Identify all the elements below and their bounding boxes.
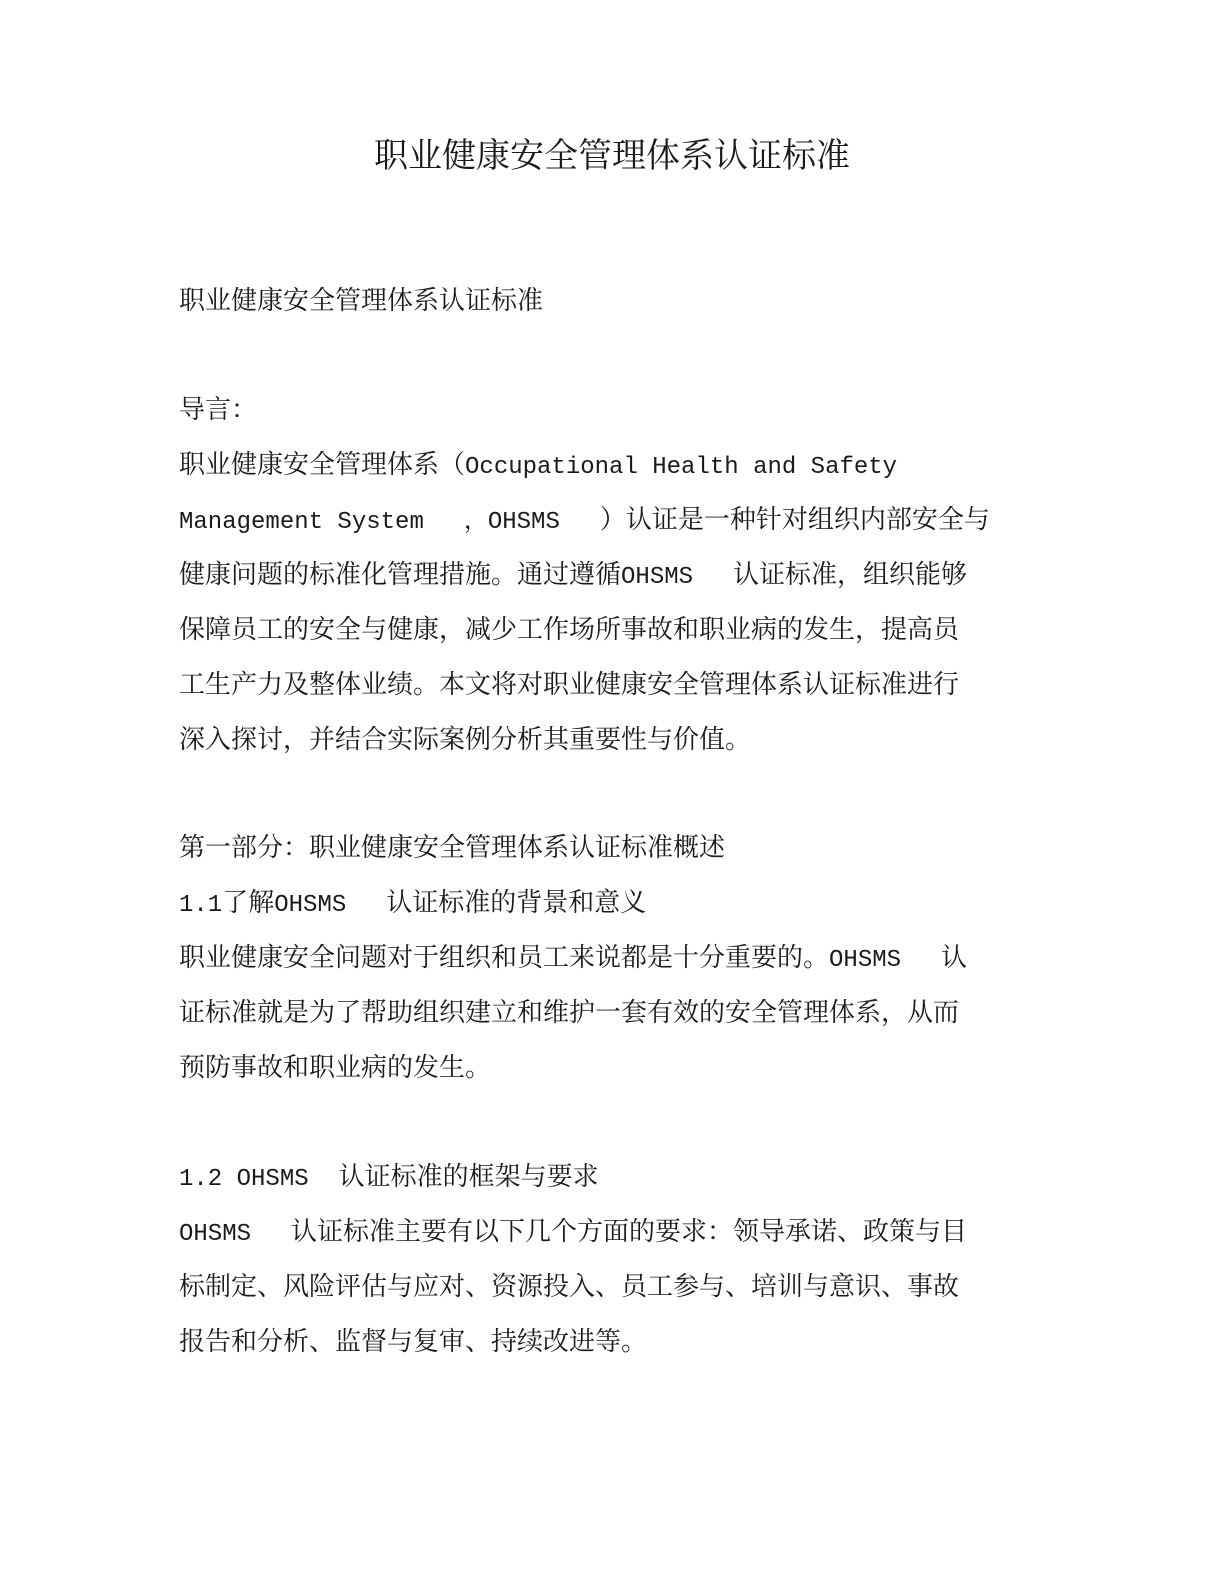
section-1-1-line-1 — [179, 931, 1029, 986]
intro-section — [179, 383, 1029, 768]
part1-section — [179, 821, 1029, 1096]
intro-line-4: 保障员工的安全与健康，减少工作场所事故和职业病的发生，提高员 — [179, 615, 960, 645]
subtitle-text: 职业健康安全管理体系认证标准 — [179, 286, 544, 316]
section-1-1-line-3: 预防事故和职业病的发生。 — [179, 1053, 492, 1083]
intro-line-1-text: 职业健康安全管理体系（ — [179, 450, 466, 480]
intro-line-1 — [179, 438, 1029, 493]
intro-line-3-text: 健康问题的标准化管理措施。通过遵循 — [179, 560, 622, 590]
section-1-2-title: 认证标准的框架与要求 — [338, 1162, 599, 1192]
document-title: 职业健康安全管理体系认证标准 — [374, 136, 850, 176]
section-1-1-code: OHSMS — [274, 892, 347, 919]
section-1-2-heading — [179, 1150, 1029, 1205]
intro-line-2-abbr: ，OHSMS — [463, 509, 560, 536]
section-1-1-line-1-text: 职业健康安全问题对于组织和员工来说都是十分重要的。 — [179, 943, 830, 973]
section-1-1-heading — [179, 876, 1029, 931]
intro-line-2-text: ）认证是一种针对组织内部安全与 — [599, 505, 990, 535]
intro-line-2 — [179, 493, 1029, 548]
section-1-1-line-1-rest: 认 — [941, 943, 968, 973]
section-1-2-line-1-text: 认证标准主要有以下几个方面的要求：领导承诺、政策与目 — [291, 1217, 968, 1247]
intro-line-6: 深入探讨，并结合实际案例分析其重要性与价值。 — [179, 725, 752, 755]
part1-heading: 第一部分：职业健康安全管理体系认证标准概述 — [179, 833, 726, 863]
section-1-2-line-3: 报告和分析、监督与复审、持续改进等。 — [179, 1327, 648, 1357]
section-1-2-line-1 — [179, 1205, 1029, 1260]
document-subtitle — [179, 274, 1029, 329]
section-1-2-line-1-abbr: OHSMS — [179, 1221, 252, 1248]
section-1-2-number: 1.2 OHSMS — [179, 1166, 309, 1193]
section-1-1-pre: 了解 — [222, 888, 275, 918]
section-1-1-number: 1.1 — [179, 892, 223, 919]
section-1-1-title: 认证标准的背景和意义 — [386, 888, 647, 918]
intro-heading: 导言： — [179, 395, 258, 425]
intro-line-3 — [179, 548, 1029, 603]
intro-line-3-abbr: OHSMS — [621, 564, 694, 591]
intro-line-1-english: Occupational Health and Safety — [465, 454, 898, 481]
intro-line-3-rest: 认证标准，组织能够 — [733, 560, 968, 590]
intro-line-5: 工生产力及整体业绩。本文将对职业健康安全管理体系认证标准进行 — [179, 670, 960, 700]
section-1-1-line-2: 证标准就是为了帮助组织建立和维护一套有效的安全管理体系，从而 — [179, 998, 960, 1028]
section-1-2-line-2: 标制定、风险评估与应对、资源投入、员工参与、培训与意识、事故 — [179, 1272, 960, 1302]
section-1-2 — [179, 1150, 1029, 1370]
section-1-1-line-1-abbr: OHSMS — [829, 947, 902, 974]
intro-line-2-english: Management System — [179, 509, 424, 536]
